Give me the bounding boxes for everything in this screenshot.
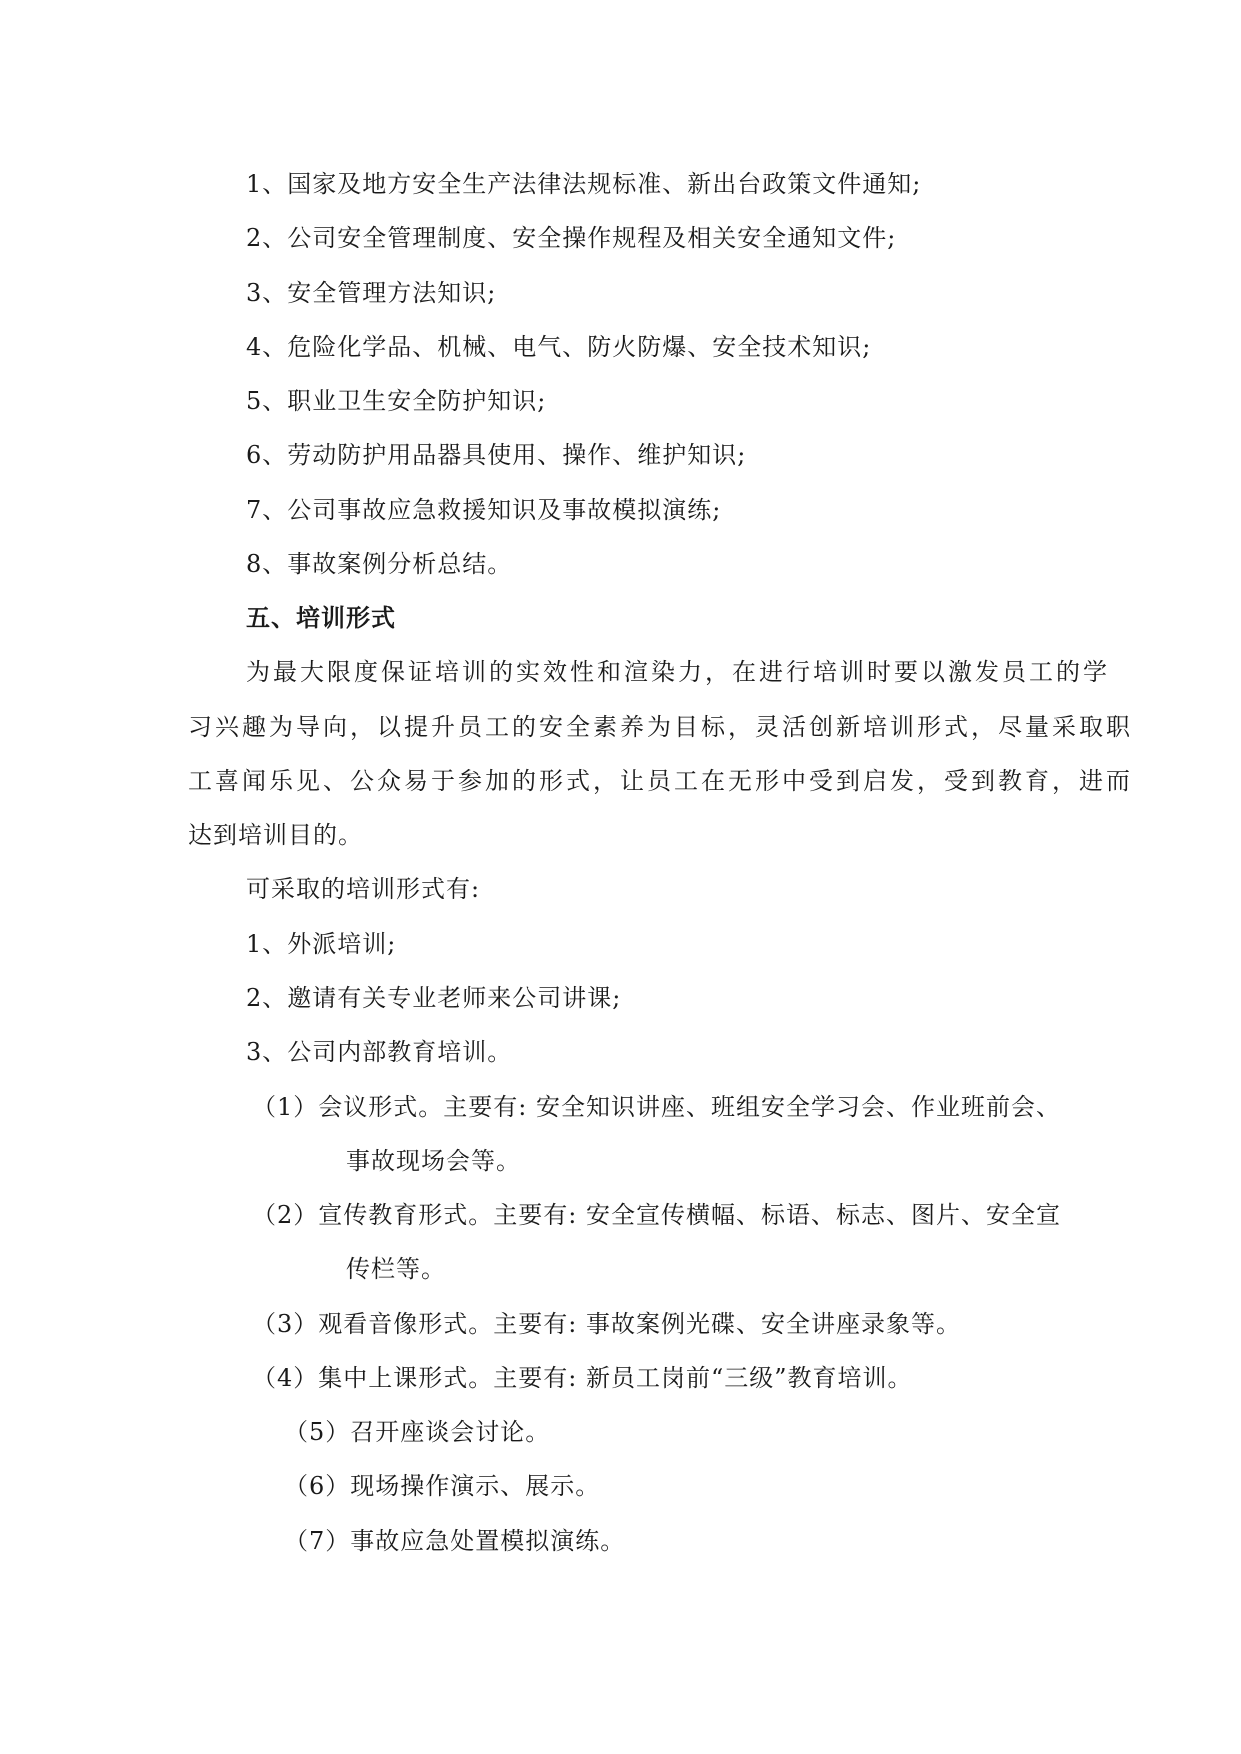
sub-item-6: （6）现场操作演示、展示。 <box>284 1472 601 1500</box>
paragraph-line-4: 达到培训目的。 <box>188 821 363 849</box>
content-list-item-8: 8、事故案例分析总结。 <box>246 550 513 578</box>
paragraph-line-2: 习兴趣为导向，以提升员工的安全素养为目标，灵活创新培训形式，尽量采取职 <box>188 713 1133 741</box>
content-list-item-3: 3、安全管理方法知识; <box>246 279 497 307</box>
sub-item-1: （1）会议形式。主要有: 安全知识讲座、班组安全学习会、作业班前会、 <box>252 1093 1061 1121</box>
content-list-item-5: 5、职业卫生安全防护知识; <box>246 387 547 415</box>
sub-item-1-continued: 事故现场会等。 <box>346 1147 521 1175</box>
content-list-item-1: 1、国家及地方安全生产法律法规标准、新出台政策文件通知; <box>246 170 922 198</box>
sub-item-3: （3）观看音像形式。主要有: 事故案例光碟、安全讲座录象等。 <box>252 1310 961 1338</box>
content-list-item-7: 7、公司事故应急救援知识及事故模拟演练; <box>246 496 722 524</box>
section-heading: 五、培训形式 <box>246 604 396 632</box>
form-item-1: 1、外派培训; <box>246 930 397 958</box>
forms-intro: 可采取的培训形式有: <box>246 875 481 903</box>
form-item-2: 2、邀请有关专业老师来公司讲课; <box>246 984 622 1012</box>
sub-item-4: （4）集中上课形式。主要有: 新员工岗前“三级”教育培训。 <box>252 1364 913 1392</box>
content-list-item-6: 6、劳动防护用品器具使用、操作、维护知识; <box>246 441 747 469</box>
content-list-item-4: 4、危险化学品、机械、电气、防火防爆、安全技术知识; <box>246 333 872 361</box>
content-list-item-2: 2、公司安全管理制度、安全操作规程及相关安全通知文件; <box>246 224 897 252</box>
sub-item-2-continued: 传栏等。 <box>346 1255 446 1283</box>
paragraph-line-3: 工喜闻乐见、公众易于参加的形式，让员工在无形中受到启发，受到教育，进而 <box>188 767 1133 795</box>
sub-item-5: （5）召开座谈会讨论。 <box>284 1418 551 1446</box>
sub-item-7: （7）事故应急处置模拟演练。 <box>284 1527 626 1555</box>
form-item-3: 3、公司内部教育培训。 <box>246 1038 513 1066</box>
paragraph-line-1: 为最大限度保证培训的实效性和渲染力，在进行培训时要以激发员工的学 <box>246 658 1110 686</box>
sub-item-2: （2）宣传教育形式。主要有: 安全宣传横幅、标语、标志、图片、安全宣 <box>252 1201 1061 1229</box>
